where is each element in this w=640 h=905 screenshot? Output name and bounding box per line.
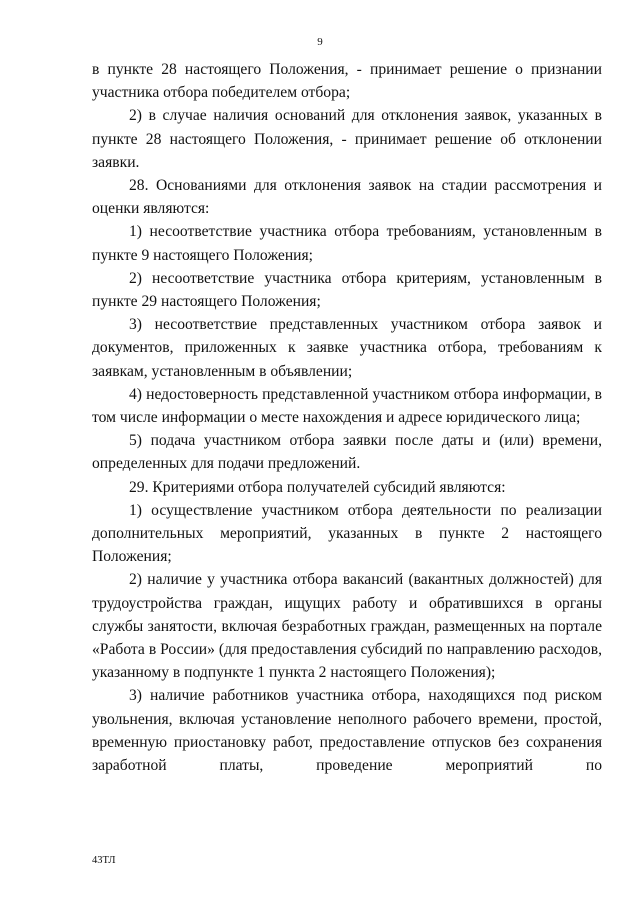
paragraph-29-heading: 29. Критериями отбора получателей субсидий являются: <box>129 478 506 496</box>
paragraph-28-item-3: 3) несоответствие представленных участником отбора заявок и документов, приложенных к заявке участника отбора, требованиям к заявкам, установленным в объявлении; <box>92 316 602 380</box>
paragraph-2: 2) в случае наличия оснований для отклонения заявок, указанных в пункте 28 настоящего Положения, - принимает решение об отклонении заявки. <box>92 107 602 171</box>
paragraph-28-item-2: 2) несоответствие участника отбора критериям, установленным в пункте 29 настоящего Положения; <box>92 269 602 311</box>
paragraph-28-item-4: 4) недостоверность представленной участником отбора информации, в том числе информации о месте нахождения и адресе юридического лица; <box>92 385 602 427</box>
paragraph-28-item-5: 5) подача участником отбора заявки после даты и (или) времени, определенных для подачи предложений. <box>92 432 602 473</box>
paragraph-1-continuation: в пункте 28 настоящего Положения, - принимает решение о признании участника отбора победителем отбора; <box>92 61 602 102</box>
paragraph-28-item-1: 1) несоответствие участника отбора требованиям, установленным в пункте 9 настоящего Положения; <box>92 223 602 264</box>
paragraph-29-item-3: 3) наличие работников участника отбора, находящихся под риском увольнения, включая установление неполного рабочего времени, простой, временную приостановку работ, предоставление отпусков без сохранения заработной платы, проведение мероприятий по <box>92 687 602 775</box>
page-number: 9 <box>317 36 323 48</box>
footer-document-code: 43ТЛ <box>92 855 116 866</box>
document-body <box>92 58 602 777</box>
paragraph-29-item-1: 1) осуществление участником отбора деятельности по реализации дополнительных мероприятий, указанных в пункте 2 настоящего Положения; <box>92 501 602 566</box>
paragraph-28-heading: 28. Основаниями для отклонения заявок на стадии рассмотрения и оценки являются: <box>92 177 602 218</box>
paragraph-29-item-2: 2) наличие у участника отбора вакансий (вакантных должностей) для трудоустройства граждан, ищущих работу и обратившихся в органы службы занятости, включая безработных граждан, размещенных на портале «Работа в России» (для предоставления субсидий по направлению расходов, указанному в подпункте 1 пункта 2 настоящего Положения); <box>92 571 602 682</box>
